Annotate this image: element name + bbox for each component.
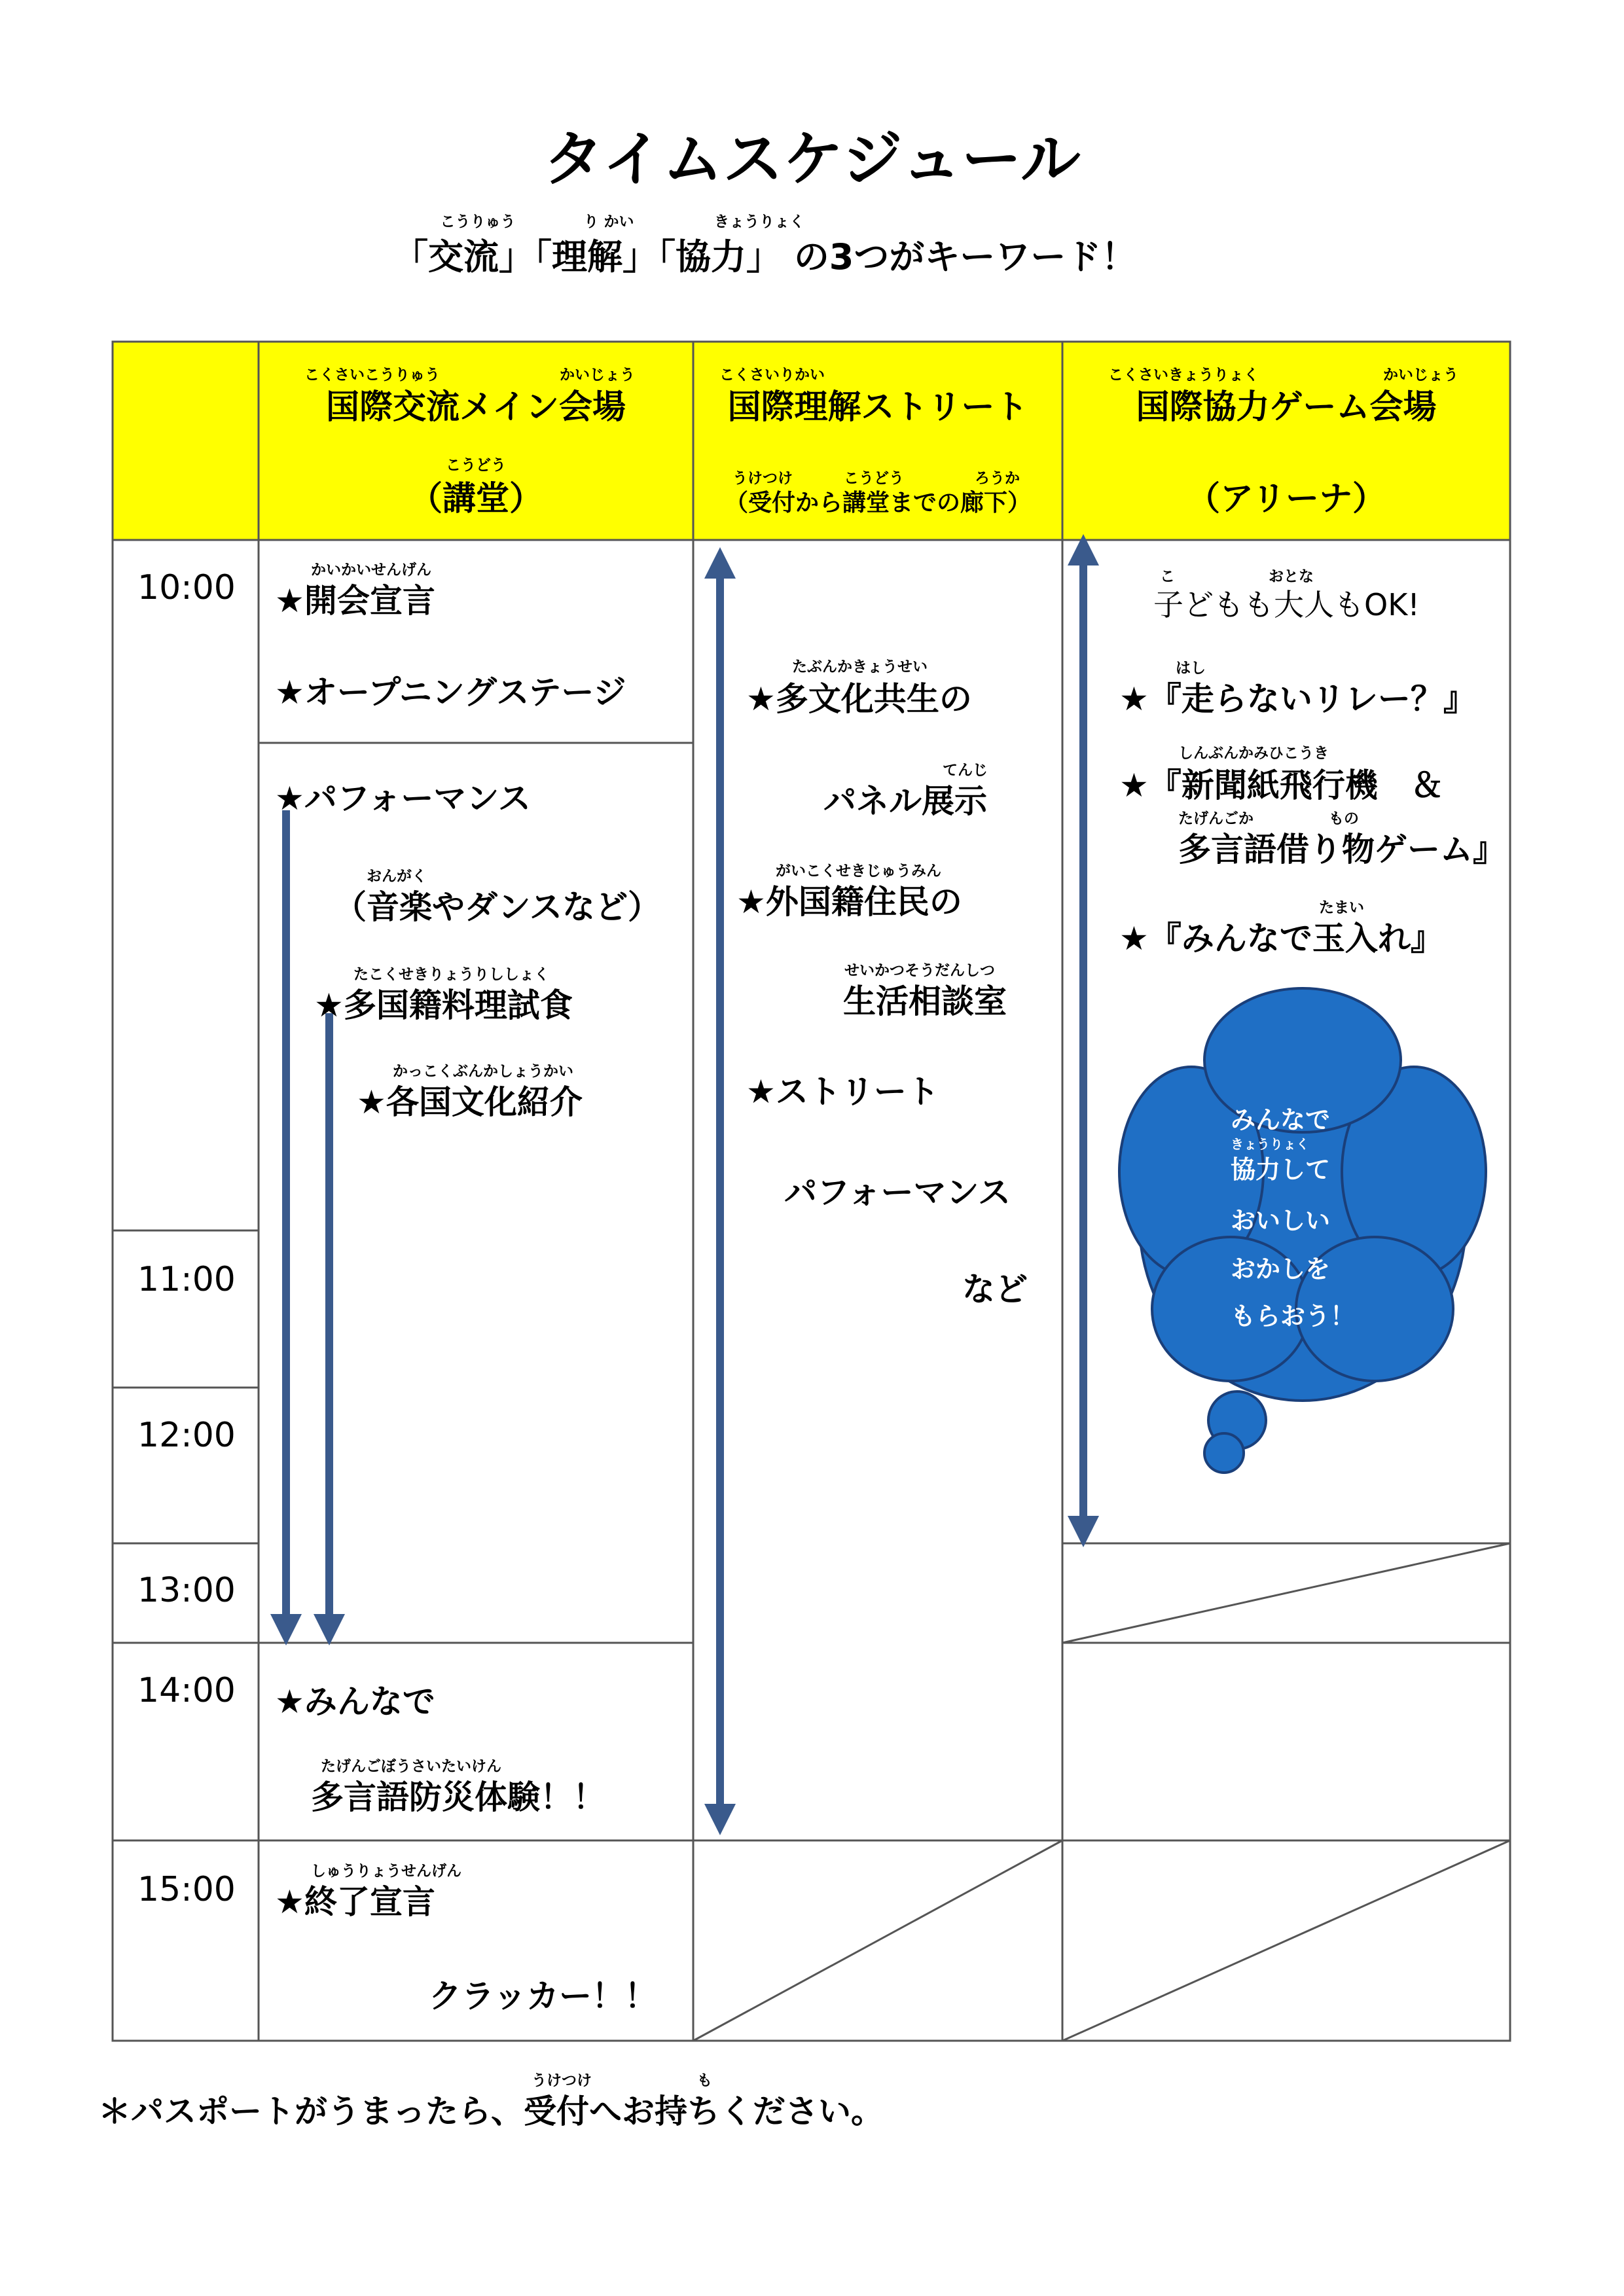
subtitle-ruby-1: こうりゅう <box>440 213 516 230</box>
arena-intro: 子どもも大人もOK! <box>1153 587 1420 622</box>
cloud-ruby: きょうりょく <box>1231 1136 1309 1152</box>
game-paper-plane: ★『新聞紙飛行機 ＆ <box>1119 766 1443 804</box>
music-ruby: おんがく <box>367 868 427 885</box>
footer-note: ＊パスポートがうまったら、受付へお持ちください。 <box>98 2092 884 2130</box>
game2-ruby: しんぶんかみひこうき <box>1178 745 1329 762</box>
intro-ruby-b: おとな <box>1269 568 1314 585</box>
arena-title: 国際協力ゲーム会場 <box>1136 388 1437 427</box>
cloud-line-1: みんなで <box>1231 1105 1331 1134</box>
time-1100: 11:00 <box>137 1260 236 1299</box>
keyword-exchange: 「交流」 <box>393 236 534 278</box>
exhibit-ruby: てんじ <box>943 762 988 779</box>
closing-ruby: しゅうりょうせんげん <box>311 1863 461 1880</box>
cloud-line-4: おかしを <box>1231 1255 1331 1283</box>
time-1500: 15:00 <box>137 1870 236 1909</box>
panel-exhibit-a: ★多文化共生の <box>746 680 972 718</box>
street-sub-ruby-c: ろうか <box>975 470 1020 487</box>
disaster-a: ★みんなで <box>275 1683 435 1721</box>
life-ruby: せいかつそうだんしつ <box>844 962 995 979</box>
subtitle-tail: の3つがキーワード！ <box>793 236 1137 278</box>
main-hall-title: 国際交流メイン会場 <box>326 388 626 427</box>
time-1400: 14:00 <box>137 1671 236 1710</box>
arena-subtitle: （アリーナ） <box>1187 480 1386 518</box>
subtitle-ruby-3: きょうりょく <box>714 213 804 230</box>
main-hall-ruby-b: かいじょう <box>560 367 635 384</box>
cloud-line-2: 協力して <box>1231 1155 1331 1184</box>
food-ruby: たこくせきりょうりししょく <box>353 966 549 983</box>
cloud-line-5: もらおう！ <box>1231 1302 1356 1331</box>
opening-ruby: かいかいせんげん <box>311 562 431 579</box>
opening-ceremony: ★開会宣言 <box>275 582 435 620</box>
game-relay: ★『走らないリレー？』 <box>1119 680 1476 718</box>
opening-stage: ★オープニングステージ <box>275 673 626 711</box>
header-main-hall <box>259 342 693 540</box>
game-ball-toss: ★『みんなで玉入れ』 <box>1119 920 1443 958</box>
game3-ruby: たまい <box>1319 899 1364 916</box>
time-1000: 10:00 <box>137 568 236 607</box>
food-tasting: ★多国籍料理試食 <box>314 986 573 1024</box>
game2b-ruby-b: もの <box>1329 810 1359 827</box>
consult-a: ★外国籍住民の <box>736 883 962 921</box>
header-street <box>693 342 1062 540</box>
panel-exhibit-b: パネル展示 <box>823 782 987 820</box>
subtitle-ruby-2: り かい <box>583 213 634 230</box>
consult-ruby: がいこくせきじゅうみん <box>776 863 941 880</box>
street-ruby: こくさいりかい <box>719 367 825 384</box>
street-sub-ruby-b: こうどう <box>844 470 904 487</box>
keyword-cooperation: 「協力」 <box>658 236 782 278</box>
culture-intro: ★各国文化紹介 <box>357 1083 583 1121</box>
game1-ruby: はし <box>1176 660 1206 677</box>
street-performance-a: ★ストリート <box>746 1073 939 1111</box>
main-hall-ruby-a: こくさいこうりゅう <box>304 367 440 384</box>
intro-ruby-a: こ <box>1160 568 1175 585</box>
disaster-experience: 多言語防災体験！！ <box>311 1778 605 1816</box>
disaster-ruby: たげんごぼうさいたいけん <box>321 1758 501 1775</box>
street-performance-b: パフォーマンス <box>784 1174 1011 1211</box>
game-scavenger: 多言語借り物ゲーム』 <box>1178 831 1506 869</box>
page-title: タイムスケジュール <box>543 124 1081 194</box>
main-hall-subtitle: （講堂） <box>408 480 543 518</box>
cloud-line-3: おいしい <box>1231 1206 1331 1235</box>
closing-ceremony: ★終了宣言 <box>275 1883 435 1921</box>
footer-ruby-a: うけつけ <box>532 2072 592 2089</box>
arena-ruby-a: こくさいきょうりょく <box>1108 367 1259 384</box>
performance: ★パフォーマンス <box>275 780 531 817</box>
time-1200: 12:00 <box>137 1416 236 1455</box>
street-subtitle: （受付から講堂までの廊下） <box>724 490 1031 516</box>
culture-ruby: かっこくぶんかしょうかい <box>393 1063 573 1080</box>
main-hall-sub-ruby: こうどう <box>446 457 506 474</box>
game2b-ruby-a: たげんごか <box>1178 810 1254 827</box>
street-sub-ruby-a: うけつけ <box>732 470 793 487</box>
time-1300: 13:00 <box>137 1571 236 1610</box>
header-arena <box>1062 342 1510 540</box>
performance-detail: （音楽やダンスなど） <box>334 888 660 926</box>
panel-ruby: たぶんかきょうせい <box>792 658 928 675</box>
footer-ruby-b: も <box>697 2072 712 2089</box>
consult-b: 生活相談室 <box>843 982 1007 1020</box>
keyword-understanding: 「理解」 <box>534 236 658 278</box>
street-performance-c: など <box>962 1270 1028 1308</box>
cracker: クラッカー！！ <box>429 1977 657 2015</box>
street-title: 国際理解ストリート <box>727 388 1028 427</box>
arena-ruby-b: かいじょう <box>1383 367 1458 384</box>
